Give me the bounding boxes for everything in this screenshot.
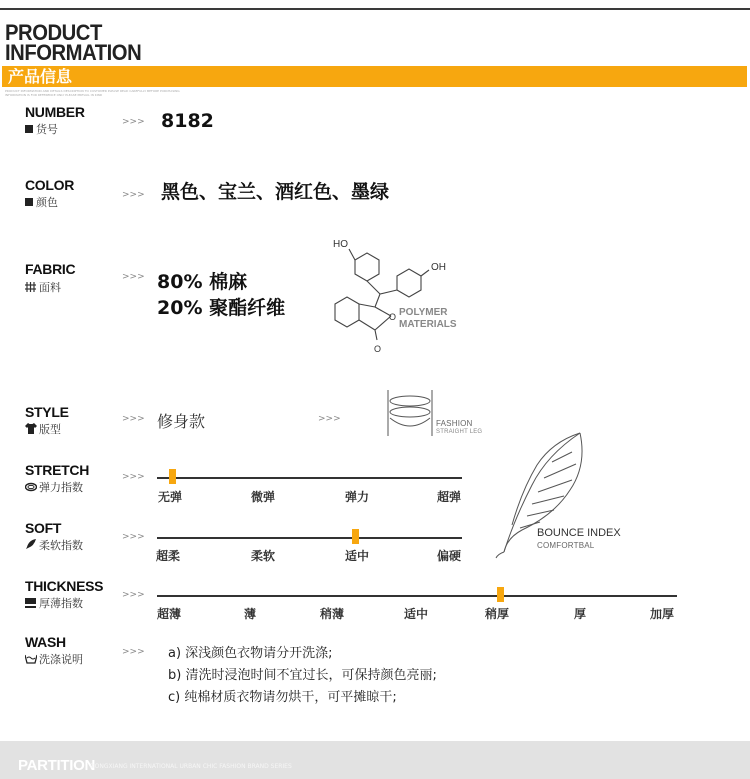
bounce-label-2: COMFORTBAL (537, 541, 595, 550)
section-title-cn: 产品信息 (8, 67, 73, 86)
wash-cn-text: 洗涤说明 (39, 653, 83, 666)
thickness-tick: 薄 (243, 607, 257, 621)
arrow-icon: >>> (122, 532, 145, 542)
fabric-cn-text: 面料 (39, 281, 61, 294)
soft-scale (157, 537, 462, 539)
arrow-icon: >>> (122, 190, 145, 200)
arrow-icon: >>> (122, 414, 145, 424)
soft-tick: 柔软 (250, 549, 276, 563)
arrow-icon: >>> (122, 272, 145, 282)
footer-subtitle: DONGXIANG INTERNATIONAL URBAN CHIC FASHION BRAND SERIES (90, 763, 292, 770)
wash-item: a) 深浅颜色衣物请分开洗涤; (168, 646, 333, 661)
square-icon (25, 125, 33, 133)
wash-item: b) 清洗时浸泡时间不宜过长，可保持颜色亮丽; (168, 668, 437, 683)
number-cn-text: 货号 (36, 123, 58, 136)
arrow-icon: >>> (122, 117, 145, 127)
footer-band (0, 741, 750, 779)
wash-tub-icon (25, 654, 36, 665)
stretch-tick: 超弹 (436, 490, 462, 504)
arrow-icon: >>> (122, 647, 145, 657)
soft-label: SOFT (25, 520, 62, 536)
stretch-tick: 微弹 (250, 490, 276, 504)
style-cn-text: 版型 (39, 423, 61, 436)
fashion-swirl-icon (385, 388, 435, 438)
fabric-label: FABRIC (25, 261, 76, 277)
soft-tick: 超柔 (155, 549, 181, 563)
mol-o2-label: O (374, 344, 382, 354)
color-label-cn (25, 194, 58, 210)
polymer-label-1: POLYMER (399, 307, 448, 318)
soft-tick: 适中 (344, 549, 370, 563)
grid-icon (25, 282, 36, 293)
style-value: 修身款 (157, 412, 206, 431)
fashion-label-2: STRAIGHT LEG (436, 429, 483, 435)
color-value: 黑色、宝兰、酒红色、墨绿 (161, 181, 390, 203)
thickness-tick: 超薄 (156, 607, 182, 621)
color-cn-text: 颜色 (36, 196, 58, 209)
layers-icon (25, 598, 36, 609)
stretch-label: STRETCH (25, 462, 90, 478)
thickness-label: THICKNESS (25, 578, 104, 594)
number-label-cn (25, 121, 58, 137)
thickness-tick: 稍薄 (319, 607, 345, 621)
soft-marker (352, 529, 359, 544)
bounce-label-1: BOUNCE INDEX (537, 527, 621, 539)
thickness-tick: 稍厚 (484, 607, 510, 621)
number-value: 8182 (161, 110, 214, 132)
soft-cn-text: 柔软指数 (39, 539, 83, 552)
arrow-icon: >>> (122, 590, 145, 600)
thickness-scale (157, 595, 677, 597)
style-label-cn (25, 421, 61, 437)
section-banner (2, 66, 747, 87)
wash-label-cn (25, 651, 83, 667)
title-line-2: INFORMATION (5, 40, 142, 65)
mol-oh-label: OH (431, 262, 446, 273)
fabric-line-1: 80% 棉麻 (157, 271, 248, 293)
fashion-label-1: FASHION (436, 419, 473, 428)
fineprint-1: PRODUCT INFORMATION AND DETAILS DESCRIPTION TO CUSTOMER PLEASE READ CAREFULLY BEFORE PURCHASING (5, 89, 180, 92)
mol-ho-label: HO (333, 239, 348, 250)
polymer-label-2: MATERIALS (399, 319, 457, 330)
spring-icon (25, 482, 36, 493)
mol-o-label: O (389, 312, 397, 322)
stretch-label-cn (25, 479, 83, 495)
wash-label: WASH (25, 634, 66, 650)
thickness-tick: 厚 (573, 607, 587, 621)
stretch-tick: 弹力 (344, 490, 370, 504)
partition-title: PARTITION (18, 757, 96, 774)
feather-small-icon (25, 538, 36, 549)
thickness-cn-text: 厚薄指数 (39, 597, 83, 610)
stretch-tick: 无弹 (157, 490, 183, 504)
style-label: STYLE (25, 404, 69, 420)
title-line-1: PRODUCT (5, 20, 102, 45)
thickness-tick: 加厚 (649, 607, 675, 621)
square-icon (25, 198, 33, 206)
wash-item: c) 纯棉材质衣物请勿烘干，可平摊晾干; (168, 690, 397, 705)
top-rule (0, 8, 750, 10)
number-label: NUMBER (25, 104, 85, 120)
shirt-icon (25, 423, 36, 434)
fabric-label-cn (25, 279, 61, 295)
color-label: COLOR (25, 177, 75, 193)
arrow-icon: >>> (122, 472, 145, 482)
soft-tick: 偏硬 (436, 549, 462, 563)
soft-label-cn (25, 537, 83, 553)
fabric-line-2: 20% 聚酯纤维 (157, 297, 286, 319)
stretch-cn-text: 弹力指数 (39, 481, 83, 494)
molecule-icon (325, 232, 485, 357)
thickness-label-cn (25, 595, 83, 611)
thickness-tick: 适中 (403, 607, 429, 621)
fineprint-2: INFORMATION IS FOR REFERENCE ONLY PLEASE PREVAIL IN KIND (5, 93, 103, 96)
stretch-marker (169, 469, 176, 484)
arrow-icon-2: >>> (318, 414, 341, 424)
thickness-marker (497, 587, 504, 602)
stretch-scale (157, 477, 462, 479)
